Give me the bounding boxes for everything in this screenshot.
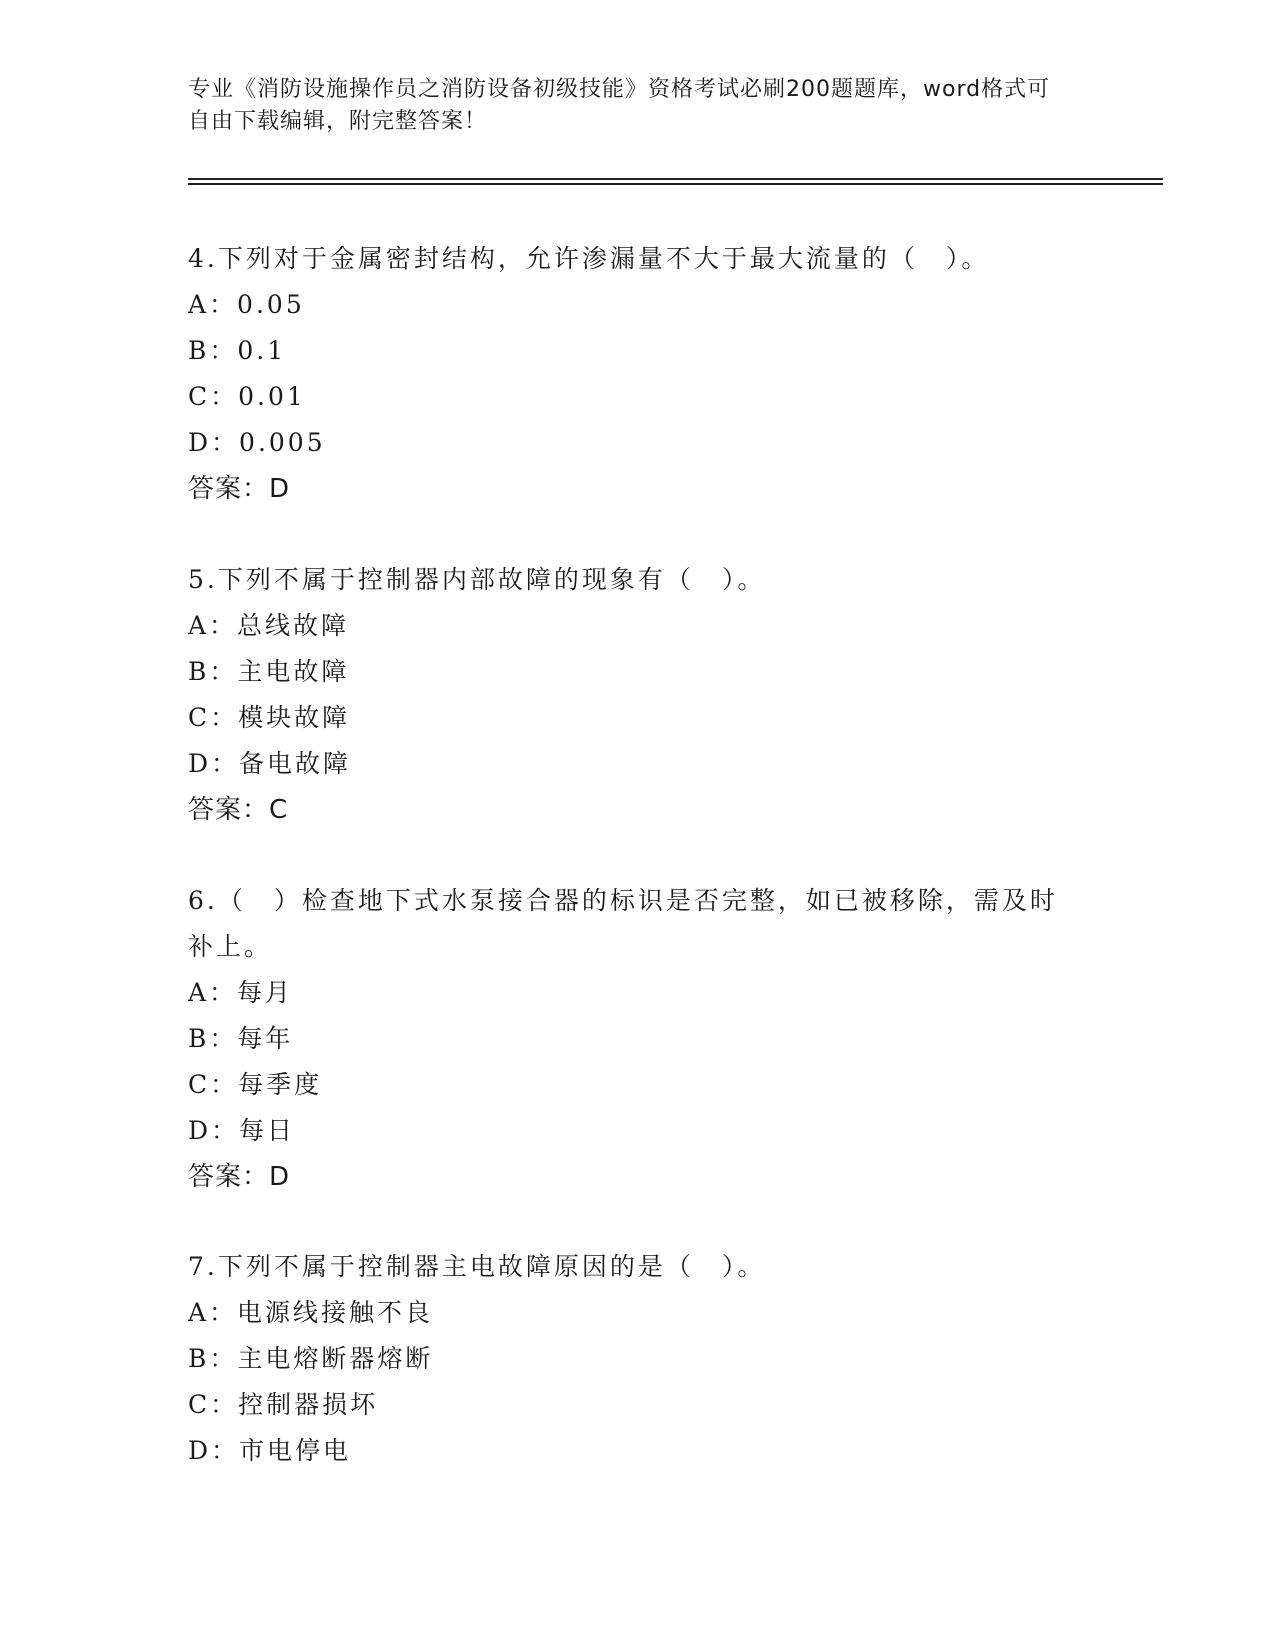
question-stem: 7.下列不属于控制器主电故障原因的是（ ）。: [188, 1252, 766, 1281]
question-stem: 5.下列不属于控制器内部故障的现象有（ ）。: [188, 565, 766, 594]
option-a: A：每月: [188, 978, 294, 1007]
question-stem: 6.（ ）检查地下式水泵接合器的标识是否完整，如已被移除，需及时补上。: [188, 886, 1058, 961]
option-a: A：电源线接触不良: [188, 1298, 434, 1327]
option-b: B：主电故障: [188, 657, 350, 686]
option-d: D：备电故障: [188, 749, 352, 778]
header-divider-bottom: [188, 183, 1163, 185]
option-b: B：主电熔断器熔断: [188, 1344, 434, 1373]
question-4: [188, 236, 1068, 512]
document-header: 专业《消防设施操作员之消防设备初级技能》资格考试必刷200题题库，word格式可自由下载编辑，附完整答案！: [188, 77, 1051, 134]
answer-text: 答案：D: [188, 1162, 291, 1192]
option-c: C：每季度: [188, 1070, 323, 1099]
option-c: C：0.01: [188, 382, 306, 411]
option-a: A：0.05: [188, 290, 305, 319]
option-d: D：0.005: [188, 428, 326, 457]
option-c: C：控制器损坏: [188, 1390, 379, 1419]
question-7: [188, 1244, 1068, 1474]
option-b: B：每年: [188, 1024, 294, 1053]
question-5: [188, 557, 1068, 833]
question-stem: 4.下列对于金属密封结构，允许渗漏量不大于最大流量的（ ）。: [188, 244, 990, 273]
answer-text: 答案：D: [188, 474, 291, 504]
option-a: A：总线故障: [188, 611, 350, 640]
option-d: D：每日: [188, 1116, 296, 1145]
option-d: D：市电停电: [188, 1436, 352, 1465]
option-b: B：0.1: [188, 336, 287, 365]
question-6: [188, 878, 1068, 1200]
header-divider-top: [188, 178, 1163, 180]
option-c: C：模块故障: [188, 703, 351, 732]
answer-text: 答案：C: [188, 795, 289, 825]
